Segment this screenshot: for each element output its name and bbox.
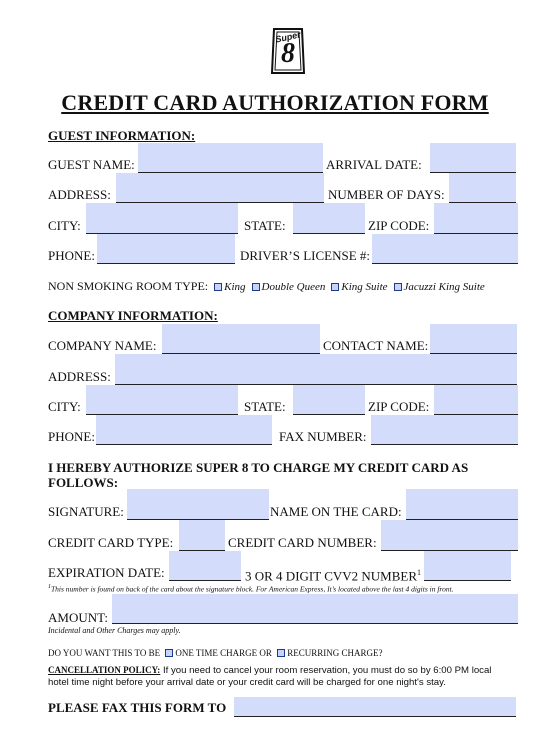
logo-number: 8 xyxy=(281,38,295,69)
charge-question-row xyxy=(48,645,382,661)
recurring-checkbox[interactable] xyxy=(277,649,285,657)
company-heading: COMPANY INFORMATION: xyxy=(48,308,218,323)
cancellation-text-1: If you need to cancel your room reservation, you must do so by 6:00 PM local xyxy=(160,665,492,676)
charge-question-text: DO YOU WANT THIS TO BE xyxy=(48,648,161,658)
fax-number-field[interactable] xyxy=(371,415,518,445)
expiration-label: EXPIRATION DATE: xyxy=(48,565,165,580)
room-king-label: King xyxy=(224,281,246,293)
guest-phone-field[interactable] xyxy=(97,234,235,264)
cvv-superscript: 1 xyxy=(417,568,422,577)
arrival-date-field[interactable] xyxy=(430,143,516,173)
amount-label: AMOUNT: xyxy=(48,610,109,625)
drivers-license-field[interactable] xyxy=(372,234,518,264)
room-type-row xyxy=(48,278,485,295)
guest-name-field[interactable] xyxy=(138,143,323,173)
one-time-checkbox[interactable] xyxy=(165,649,173,657)
company-name-label: COMPANY NAME: xyxy=(48,338,157,353)
incidental-note: Incidental and Other Charges may apply. xyxy=(48,626,181,635)
guest-address-field[interactable] xyxy=(116,173,324,203)
guest-city-field[interactable] xyxy=(86,203,238,234)
number-of-days-label: NUMBER OF DAYS: xyxy=(328,187,445,202)
room-jacuzzi-checkbox[interactable] xyxy=(394,283,402,291)
cancellation-line-1 xyxy=(48,664,528,677)
company-phone-field[interactable] xyxy=(96,415,272,445)
expiration-field[interactable] xyxy=(169,551,241,581)
cvv-note-text: This number is found on back of the card about the signature block. For American Express, It’s located above the last 4 digits in front. xyxy=(51,584,454,594)
company-zip-field[interactable] xyxy=(434,385,518,415)
contact-name-field[interactable] xyxy=(430,324,517,354)
company-address-label: ADDRESS: xyxy=(48,369,111,384)
cvv-label-text: 3 OR 4 DIGIT CVV2 NUMBER xyxy=(245,568,418,584)
card-type-field[interactable] xyxy=(179,520,225,551)
super8-logo xyxy=(270,27,306,75)
guest-state-label: STATE: xyxy=(244,218,286,233)
room-king-suite-checkbox[interactable] xyxy=(331,283,339,291)
room-king-checkbox[interactable] xyxy=(214,283,222,291)
recurring-label: RECURRING CHARGE? xyxy=(287,648,383,658)
one-time-label: ONE TIME CHARGE OR xyxy=(175,648,272,658)
name-on-card-field[interactable] xyxy=(406,489,518,520)
name-on-card-label: NAME ON THE CARD: xyxy=(270,504,402,519)
logo-word: Super xyxy=(274,29,302,45)
cancellation-text-2: hotel time night before your arrival date or your credit card will be charged for one night's stay. xyxy=(48,677,446,688)
authorize-heading: I HEREBY AUTHORIZE SUPER 8 TO CHARGE MY CREDIT CARD AS FOLLOWS: xyxy=(48,460,469,490)
guest-zip-label: ZIP CODE: xyxy=(368,218,430,233)
guest-phone-label: PHONE: xyxy=(48,248,95,263)
contact-name-label: CONTACT NAME: xyxy=(323,338,429,353)
card-type-label: CREDIT CARD TYPE: xyxy=(48,535,174,550)
guest-address-label: ADDRESS: xyxy=(48,187,111,202)
drivers-license-label: DRIVER’S LICENSE #: xyxy=(240,248,370,263)
guest-state-field[interactable] xyxy=(293,203,365,234)
card-number-field[interactable] xyxy=(381,520,518,551)
cvv-note xyxy=(48,582,518,595)
company-zip-label: ZIP CODE: xyxy=(368,399,430,414)
cvv-field[interactable] xyxy=(424,551,511,581)
company-state-field[interactable] xyxy=(293,385,365,415)
fax-form-label: PLEASE FAX THIS FORM TO xyxy=(48,700,227,715)
card-number-label: CREDIT CARD NUMBER: xyxy=(228,535,377,550)
cancellation-label: CANCELLATION POLICY: xyxy=(48,665,161,675)
fax-number-label: FAX NUMBER: xyxy=(279,429,367,444)
signature-label: SIGNATURE: xyxy=(48,504,124,519)
guest-city-label: CITY: xyxy=(48,218,81,233)
room-double-queen-checkbox[interactable] xyxy=(252,283,260,291)
company-city-label: CITY: xyxy=(48,399,81,414)
room-king-suite-label: King Suite xyxy=(341,281,388,293)
guest-zip-field[interactable] xyxy=(434,203,518,234)
arrival-date-label: ARRIVAL DATE: xyxy=(326,157,422,172)
guest-heading: GUEST INFORMATION: xyxy=(48,128,196,143)
form-title: CREDIT CARD AUTHORIZATION FORM xyxy=(61,90,489,115)
room-type-label: NON SMOKING ROOM TYPE: xyxy=(48,279,209,293)
cvv-note-marker: 1 xyxy=(48,584,51,590)
company-phone-label: PHONE: xyxy=(48,429,95,444)
fax-form-field[interactable] xyxy=(234,697,516,717)
signature-field[interactable] xyxy=(127,489,269,520)
guest-name-label: GUEST NAME: xyxy=(48,157,135,172)
number-of-days-field[interactable] xyxy=(449,173,516,203)
room-jacuzzi-label: Jacuzzi King Suite xyxy=(403,281,485,293)
room-double-queen-label: Double Queen xyxy=(261,281,326,293)
company-address-field[interactable] xyxy=(115,354,517,385)
cancellation-policy xyxy=(48,664,528,689)
company-state-label: STATE: xyxy=(244,399,286,414)
amount-field[interactable] xyxy=(112,594,518,624)
company-name-field[interactable] xyxy=(162,324,320,354)
company-city-field[interactable] xyxy=(86,385,238,415)
